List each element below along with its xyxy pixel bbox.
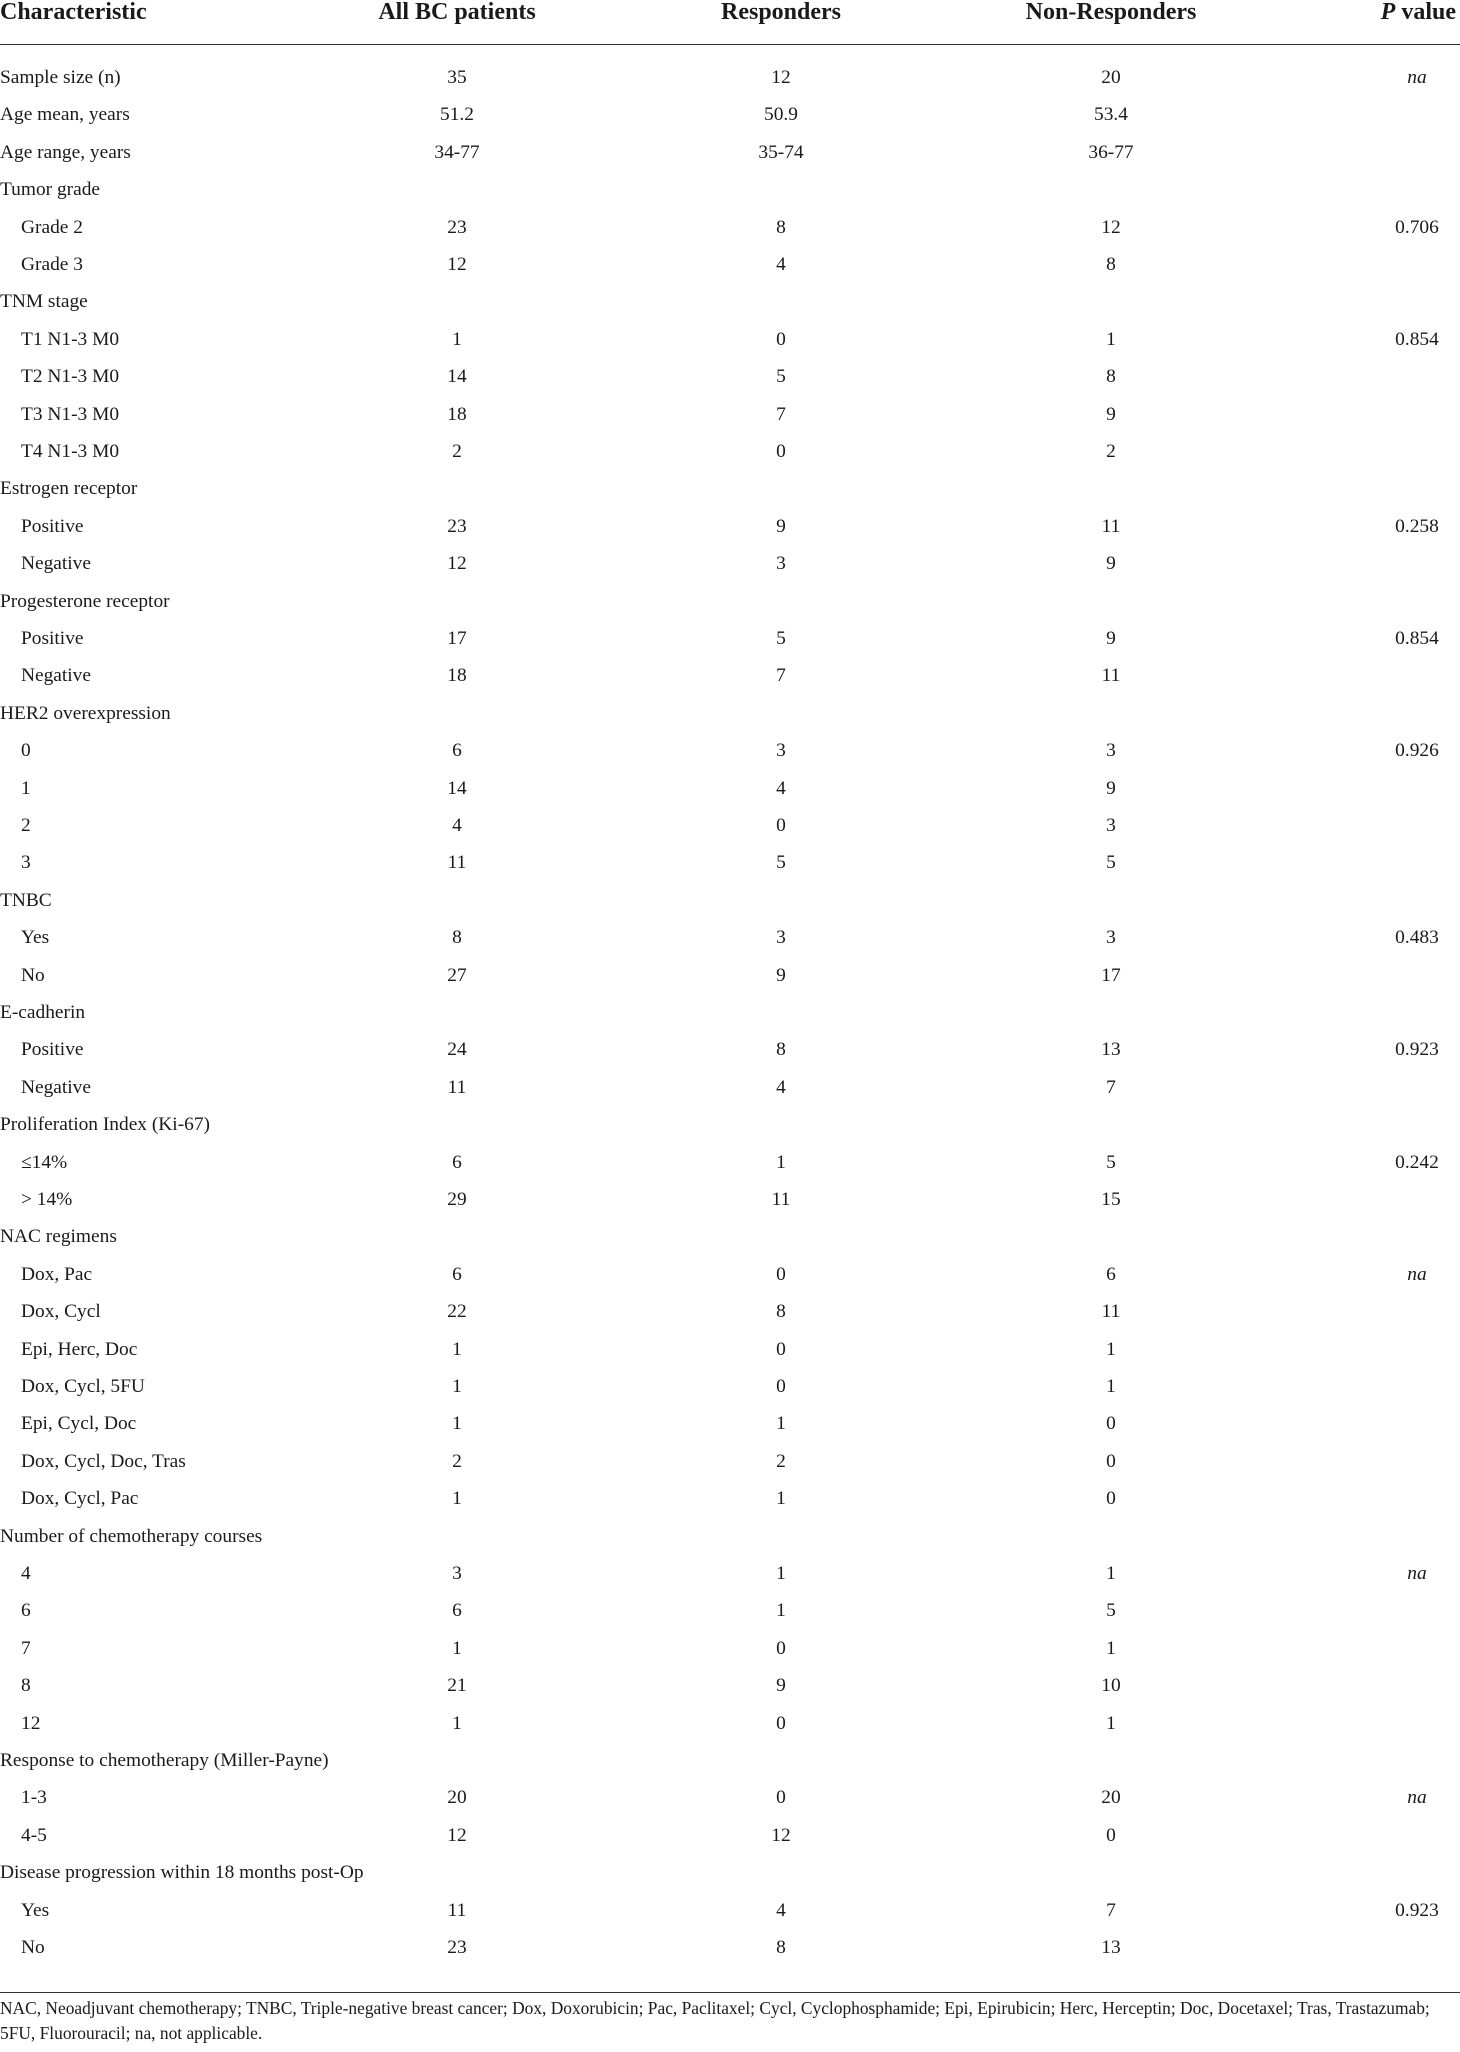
cell-all-bc-patients: 18 [447, 665, 467, 687]
table-row [0, 1817, 1460, 1854]
table-row [0, 1592, 1460, 1629]
row-label: Dox, Cycl, Doc, Tras [21, 1450, 186, 1472]
cell-all-bc-patients: 23 [447, 216, 467, 238]
table-row [0, 583, 1460, 620]
cell-p-value: 0.706 [1395, 216, 1439, 238]
cell-all-bc-patients: 1 [452, 1413, 462, 1435]
cell-responders: 3 [776, 553, 786, 575]
table-row [0, 1144, 1460, 1181]
cell-responders: 8 [776, 1301, 786, 1323]
cell-non-responders: 8 [1106, 254, 1116, 275]
cell-all-bc-patients: 12 [447, 553, 467, 575]
cell-responders: 0 [776, 441, 786, 462]
row-label: Epi, Herc, Doc [21, 1338, 138, 1360]
cell-non-responders: 13 [1101, 1039, 1121, 1061]
row-label: > 14% [21, 1189, 73, 1210]
row-label: Yes [21, 1899, 50, 1921]
table-row [0, 882, 1460, 919]
footer-rule [0, 1992, 1460, 1993]
cell-p-value: 0.926 [1395, 740, 1439, 762]
header-characteristic: Characteristic [0, 0, 147, 25]
table-row [0, 695, 1460, 732]
cell-all-bc-patients: 17 [447, 628, 467, 649]
row-label: Number of chemotherapy courses [0, 1525, 263, 1547]
cell-non-responders: 0 [1106, 1824, 1116, 1846]
table-footnote: NAC, Neoadjuvant chemotherapy; TNBC, Triple-negative breast cancer; Dox, Doxorubicin; Pac, Paclitaxel; Cycl, Cyclophosphamide; Epi, Epirubicin; Herc, Herceptin; Doc, Docetaxel; Tras, Trastazumab; 5FU, Fluorouracil; na, not applicable. [0, 1998, 1430, 2043]
cell-responders: 5 [776, 852, 786, 874]
cell-responders: 1 [776, 1563, 786, 1584]
table-row [0, 1779, 1460, 1816]
row-label: Grade 3 [21, 254, 83, 275]
cell-all-bc-patients: 11 [447, 852, 467, 874]
cell-p-value: na [1407, 1563, 1427, 1584]
cell-non-responders: 5 [1106, 1600, 1116, 1622]
cell-responders: 8 [776, 216, 786, 238]
cell-p-value: 0.854 [1395, 328, 1439, 350]
table-row [0, 1368, 1460, 1405]
cell-all-bc-patients: 6 [452, 1263, 462, 1285]
row-label: TNM stage [0, 291, 88, 313]
row-label: Dox, Cycl [21, 1301, 101, 1323]
row-label: 7 [21, 1637, 31, 1659]
cell-all-bc-patients: 21 [447, 1675, 467, 1697]
header-rule [0, 44, 1460, 45]
table-row [0, 171, 1460, 208]
cell-non-responders: 2 [1106, 441, 1116, 462]
table-row [0, 545, 1460, 582]
row-label: TNBC [0, 889, 52, 911]
table-row [0, 1031, 1460, 1068]
cell-responders: 0 [776, 815, 786, 836]
cell-all-bc-patients: 20 [447, 1787, 467, 1809]
cell-responders: 0 [776, 1338, 786, 1360]
cell-non-responders: 13 [1101, 1937, 1121, 1958]
header-p-italic: P [1380, 0, 1396, 25]
table-row [0, 1405, 1460, 1442]
row-label: Dox, Cycl, Pac [21, 1488, 139, 1510]
table-row [0, 1331, 1460, 1368]
cell-responders: 0 [776, 1712, 786, 1734]
row-label: 4 [21, 1563, 31, 1584]
table-row [0, 96, 1460, 133]
table-row [0, 844, 1460, 881]
cell-responders: 0 [776, 328, 786, 350]
table-row [0, 1218, 1460, 1255]
row-label: T3 N1-3 M0 [21, 403, 120, 425]
cell-non-responders: 10 [1101, 1675, 1121, 1697]
cell-non-responders: 8 [1106, 366, 1116, 388]
cell-non-responders: 11 [1101, 665, 1121, 687]
row-label: No [21, 964, 45, 986]
cell-responders: 9 [776, 515, 786, 537]
header-all-bc-patients: All BC patients [378, 0, 536, 25]
table-row [0, 470, 1460, 507]
table-row [0, 1705, 1460, 1742]
table-row [0, 957, 1460, 994]
cell-responders: 5 [776, 366, 786, 388]
cell-all-bc-patients: 14 [447, 366, 467, 388]
table-row [0, 1480, 1460, 1517]
cell-all-bc-patients: 24 [447, 1039, 467, 1061]
cell-responders: 4 [776, 1899, 786, 1921]
cell-non-responders: 1 [1106, 328, 1116, 350]
cell-responders: 3 [776, 927, 786, 949]
cell-all-bc-patients: 35 [447, 67, 467, 88]
row-label: T4 N1-3 M0 [21, 441, 120, 462]
cell-all-bc-patients: 1 [452, 1338, 462, 1360]
cell-all-bc-patients: 11 [447, 1076, 467, 1098]
cell-p-value: na [1407, 1263, 1427, 1285]
table-row [0, 134, 1460, 171]
row-label: Disease progression within 18 months post-Op [0, 1862, 364, 1884]
cell-all-bc-patients: 12 [447, 254, 467, 275]
cell-all-bc-patients: 27 [447, 964, 467, 986]
cell-p-value: 0.483 [1395, 927, 1439, 949]
table-row [0, 919, 1460, 956]
cell-responders: 0 [776, 1787, 786, 1809]
cell-responders: 4 [776, 254, 786, 275]
cell-all-bc-patients: 1 [452, 1488, 462, 1510]
cell-all-bc-patients: 6 [452, 740, 462, 762]
cell-responders: 0 [776, 1376, 786, 1397]
cell-p-value: 0.854 [1395, 628, 1439, 649]
table-row [0, 1106, 1460, 1143]
cell-all-bc-patients: 11 [447, 1899, 467, 1921]
cell-all-bc-patients: 14 [447, 777, 467, 799]
table-row [0, 657, 1460, 694]
cell-p-value: 0.242 [1395, 1151, 1439, 1173]
cell-non-responders: 5 [1106, 852, 1116, 874]
cell-responders: 1 [776, 1600, 786, 1622]
cell-responders: 5 [776, 628, 786, 649]
table-row [0, 620, 1460, 657]
cell-all-bc-patients: 23 [447, 515, 467, 537]
cell-p-value: na [1407, 67, 1427, 88]
table-row [0, 1443, 1460, 1480]
row-label: Positive [21, 515, 84, 537]
cell-non-responders: 1 [1106, 1637, 1116, 1659]
cell-non-responders: 7 [1106, 1899, 1116, 1921]
cell-responders: 0 [776, 1637, 786, 1659]
row-label: 1 [21, 777, 31, 799]
cell-non-responders: 3 [1106, 927, 1116, 949]
cell-non-responders: 11 [1101, 1301, 1121, 1323]
header-p-rest: value [1395, 0, 1456, 25]
cell-all-bc-patients: 1 [452, 328, 462, 350]
cell-responders: 9 [776, 1675, 786, 1697]
cell-non-responders: 9 [1106, 403, 1116, 425]
header-p-value [1381, 0, 1456, 34]
row-label: 2 [21, 815, 31, 836]
cell-responders: 2 [776, 1450, 786, 1472]
cell-all-bc-patients: 51.2 [440, 104, 474, 126]
table-row [0, 1256, 1460, 1293]
cell-all-bc-patients: 2 [452, 1450, 462, 1472]
cell-responders: 50.9 [764, 104, 798, 126]
row-label: Negative [21, 665, 91, 687]
cell-non-responders: 20 [1101, 1787, 1121, 1809]
cell-non-responders: 0 [1106, 1450, 1116, 1472]
table-row [0, 508, 1460, 545]
cell-non-responders: 3 [1106, 815, 1116, 836]
table-row [0, 994, 1460, 1031]
row-label: 8 [21, 1675, 31, 1697]
table-row [0, 1293, 1460, 1330]
table-row [0, 770, 1460, 807]
row-label: HER2 overexpression [0, 702, 171, 724]
table-row [0, 246, 1460, 283]
cell-non-responders: 11 [1101, 515, 1121, 537]
table-row [0, 1892, 1460, 1929]
cell-responders: 9 [776, 964, 786, 986]
cell-all-bc-patients: 6 [452, 1151, 462, 1173]
table-row [0, 1555, 1460, 1592]
cell-responders: 8 [776, 1039, 786, 1061]
table-row [0, 209, 1460, 246]
cell-responders: 3 [776, 740, 786, 762]
row-label: 12 [21, 1712, 41, 1734]
cell-non-responders: 5 [1106, 1151, 1116, 1173]
row-label: NAC regimens [0, 1226, 117, 1248]
row-label: 6 [21, 1600, 31, 1622]
cell-all-bc-patients: 2 [452, 441, 462, 462]
cell-responders: 4 [776, 777, 786, 799]
table-row [0, 807, 1460, 844]
row-label: Estrogen receptor [0, 478, 138, 500]
row-label: T1 N1-3 M0 [21, 328, 120, 350]
row-label: E-cadherin [0, 1002, 86, 1023]
cell-non-responders: 3 [1106, 740, 1116, 762]
row-label: Yes [21, 927, 50, 949]
table-row [0, 1181, 1460, 1218]
table-row [0, 59, 1460, 96]
cell-non-responders: 6 [1106, 1263, 1116, 1285]
cell-responders: 4 [776, 1076, 786, 1098]
row-label: 0 [21, 740, 31, 762]
cell-responders: 35-74 [758, 141, 804, 163]
table-row [0, 321, 1460, 358]
cell-all-bc-patients: 29 [447, 1189, 467, 1210]
row-label: Age mean, years [0, 104, 130, 126]
cell-non-responders: 53.4 [1094, 104, 1128, 126]
row-label: Negative [21, 1076, 91, 1098]
cell-all-bc-patients: 12 [447, 1824, 467, 1846]
row-label: Age range, years [0, 141, 131, 163]
row-label: 1-3 [21, 1787, 47, 1809]
cell-all-bc-patients: 1 [452, 1637, 462, 1659]
cell-responders: 0 [776, 1263, 786, 1285]
row-label: 4-5 [21, 1824, 47, 1846]
cell-all-bc-patients: 22 [447, 1301, 467, 1323]
cell-non-responders: 12 [1101, 216, 1121, 238]
cell-responders: 8 [776, 1937, 786, 1958]
cell-non-responders: 9 [1106, 777, 1116, 799]
cell-non-responders: 17 [1101, 964, 1121, 986]
cell-non-responders: 36-77 [1088, 141, 1134, 163]
cell-all-bc-patients: 6 [452, 1600, 462, 1622]
table-row [0, 396, 1460, 433]
row-label: Progesterone receptor [0, 590, 170, 612]
row-label: No [21, 1937, 45, 1958]
cell-non-responders: 20 [1101, 67, 1121, 88]
row-label: Dox, Pac [21, 1263, 93, 1285]
row-label: Positive [21, 1039, 84, 1061]
row-label: Response to chemotherapy (Miller-Payne) [0, 1750, 329, 1771]
cell-p-value: 0.923 [1395, 1899, 1439, 1921]
cell-responders: 12 [771, 67, 791, 88]
table-row [0, 1854, 1460, 1891]
cell-all-bc-patients: 8 [452, 927, 462, 949]
row-label: Proliferation Index (Ki-67) [0, 1114, 211, 1136]
table-row [0, 1667, 1460, 1704]
row-label: Tumor grade [0, 179, 101, 201]
cell-all-bc-patients: 1 [452, 1712, 462, 1734]
table-row [0, 1630, 1460, 1667]
cell-p-value: na [1407, 1787, 1427, 1809]
cell-all-bc-patients: 18 [447, 403, 467, 425]
row-label: Positive [21, 628, 84, 649]
cell-all-bc-patients: 4 [452, 815, 462, 836]
cell-responders: 1 [776, 1413, 786, 1435]
cell-p-value: 0.923 [1395, 1039, 1439, 1061]
table-row [0, 732, 1460, 769]
table-row [0, 1069, 1460, 1106]
cell-all-bc-patients: 34-77 [434, 141, 480, 163]
row-label: Negative [21, 553, 91, 575]
table-header [0, 0, 1460, 34]
cell-non-responders: 15 [1101, 1189, 1121, 1210]
table-row [0, 1929, 1460, 1966]
row-label: 3 [21, 852, 31, 874]
row-label: ≤14% [21, 1151, 68, 1173]
cell-responders: 7 [776, 403, 786, 425]
table-row [0, 358, 1460, 395]
cell-all-bc-patients: 23 [447, 1937, 467, 1958]
table-row [0, 433, 1460, 470]
cell-responders: 11 [771, 1189, 791, 1210]
cell-non-responders: 9 [1106, 628, 1116, 649]
cell-non-responders: 1 [1106, 1338, 1116, 1360]
table-row [0, 1518, 1460, 1555]
header-non-responders: Non-Responders [1025, 0, 1197, 25]
row-label: Sample size (n) [0, 67, 121, 88]
cell-responders: 1 [776, 1488, 786, 1510]
cell-non-responders: 0 [1106, 1488, 1116, 1510]
cell-non-responders: 9 [1106, 553, 1116, 575]
cell-non-responders: 1 [1106, 1376, 1116, 1397]
cell-responders: 1 [776, 1151, 786, 1173]
cell-non-responders: 7 [1106, 1076, 1116, 1098]
cell-non-responders: 1 [1106, 1712, 1116, 1734]
table-row [0, 1742, 1460, 1779]
table-row [0, 283, 1460, 320]
cell-p-value: 0.258 [1395, 515, 1439, 537]
row-label: T2 N1-3 M0 [21, 366, 120, 388]
cell-all-bc-patients: 1 [452, 1376, 462, 1397]
cell-responders: 7 [776, 665, 786, 687]
row-label: Dox, Cycl, 5FU [21, 1376, 145, 1397]
cell-non-responders: 1 [1106, 1563, 1116, 1584]
row-label: Epi, Cycl, Doc [21, 1413, 137, 1435]
cell-responders: 12 [771, 1824, 791, 1846]
cell-all-bc-patients: 3 [452, 1563, 462, 1584]
header-responders: Responders [720, 0, 842, 25]
row-label: Grade 2 [21, 216, 83, 238]
cell-non-responders: 0 [1106, 1413, 1116, 1435]
